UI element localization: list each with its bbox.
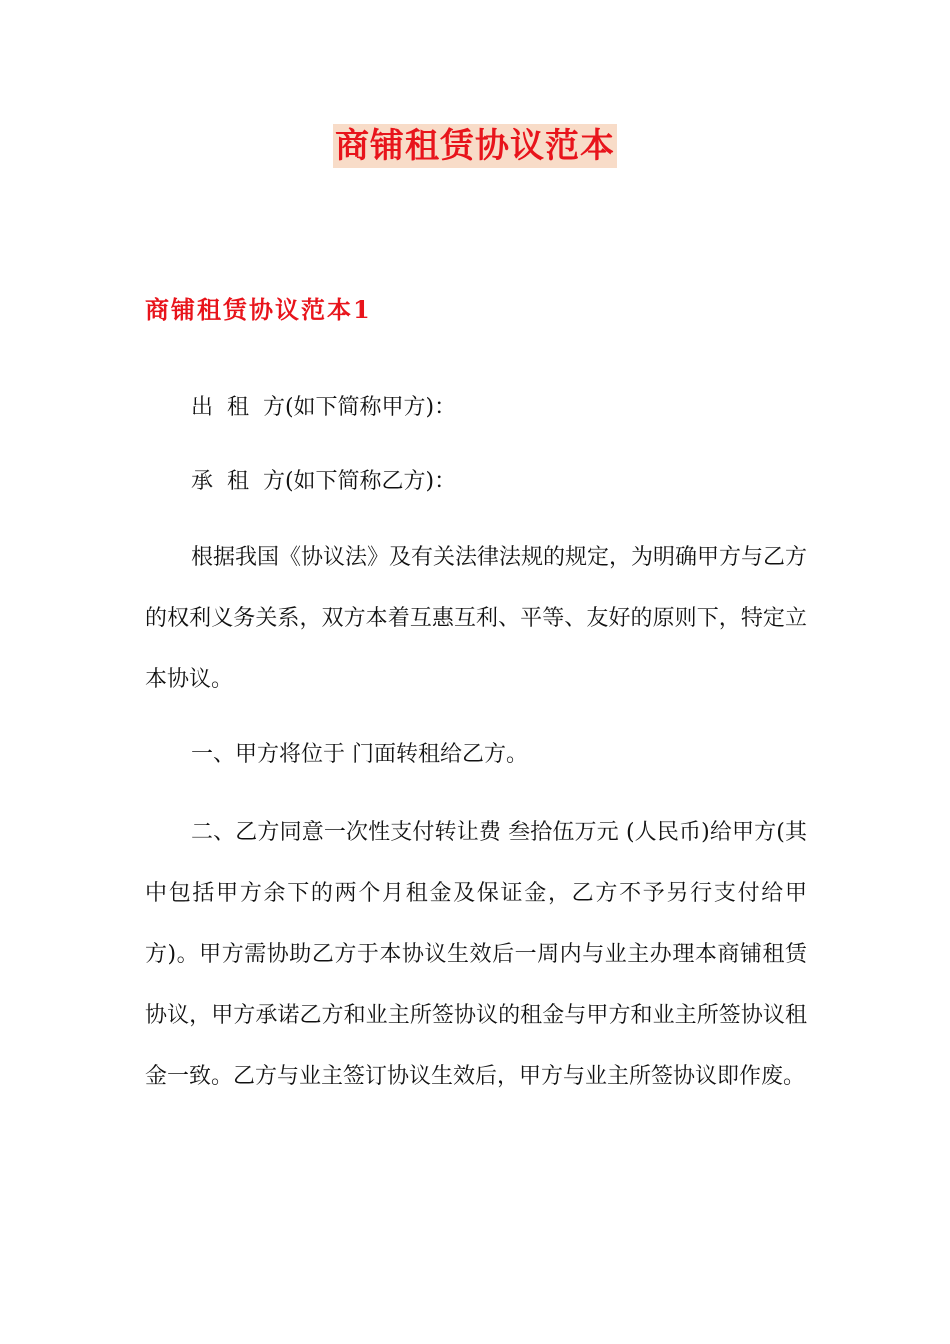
section-heading: 商铺租赁协议范本1 (145, 295, 372, 324)
lessor-line: 出 租 方(如下简称甲方)： (191, 395, 457, 420)
lessee-line: 承 租 方(如下简称乙方)： (191, 469, 457, 494)
document-title: 商铺租赁协议范本 (335, 126, 615, 166)
title-wrapper (0, 124, 950, 168)
clause-two-paragraph: 二、乙方同意一次性支付转让费 叁拾伍万元 (人民币)给甲方(其中包括甲方余下的两个月租金及保证金，乙方不予另行支付给甲方)。甲方需协助乙方于本协议生效后一周内与业主办理本商铺租赁协议，甲方承诺乙方和业主所签协议的租金与甲方和业主所签协议租金一致。乙方与业主签订协议生效后，甲方与业主所签协议即作废。 (145, 820, 807, 1089)
basis-paragraph: 根据我国《协议法》及有关法律法规的规定，为明确甲方与乙方的权利义务关系，双方本着互惠互利、平等、友好的原则下，特定立本协议。 (145, 545, 808, 692)
clause-one-paragraph: 一、甲方将位于 门面转租给乙方。 (191, 742, 528, 767)
